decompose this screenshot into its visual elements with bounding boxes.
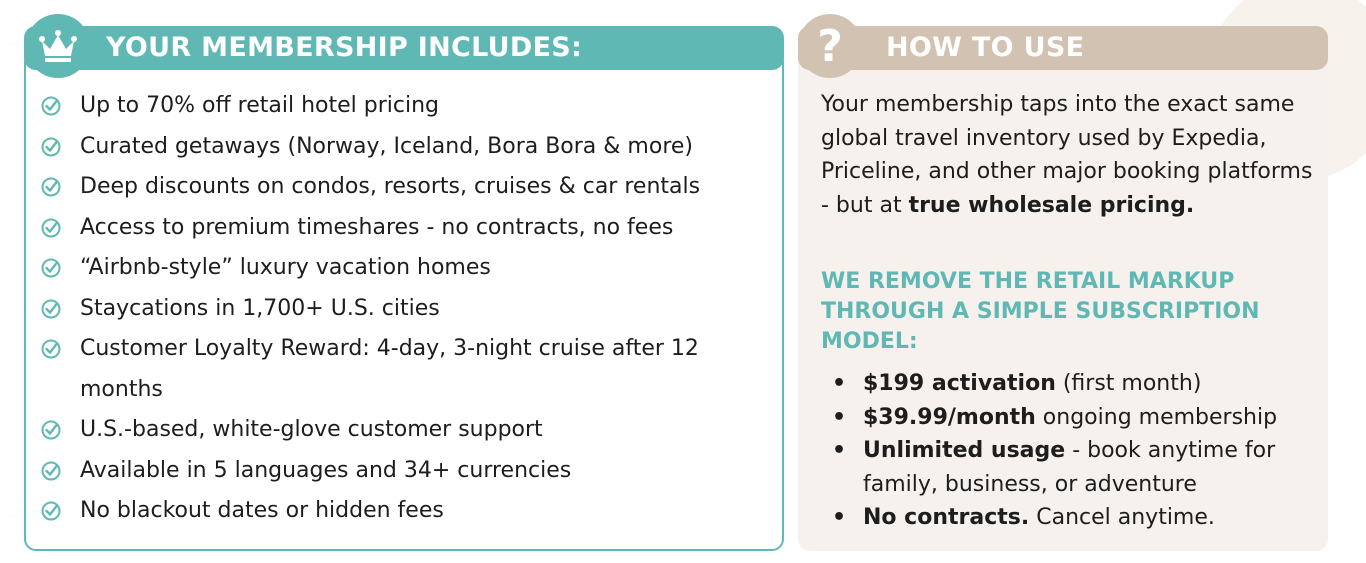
pricing-item-text: - book anytime for family, business, or adventure <box>863 438 1276 497</box>
benefits-list <box>40 86 776 532</box>
pricing-item-bold: $39.99/month <box>863 404 1036 430</box>
bullet-icon: • <box>832 505 847 530</box>
intro-text: Your membership taps into the exact same global travel inventory used by Expedia, Priceline, and other major booking platforms - but at <box>821 92 1313 218</box>
crown-badge <box>26 14 90 78</box>
how-to-use-title: HOW TO USE <box>886 32 1085 63</box>
benefit-item <box>40 248 776 289</box>
pricing-subhead: WE REMOVE THE RETAIL MARKUP THROUGH A SIMPLE SUBSCRIPTION MODEL: <box>821 269 1260 354</box>
check-circle-icon <box>40 491 80 532</box>
pricing-list <box>832 367 1322 535</box>
benefit-item <box>40 491 776 532</box>
benefit-item <box>40 167 776 208</box>
benefit-text: No blackout dates or hidden fees <box>80 498 444 523</box>
check-circle-icon <box>40 86 80 127</box>
check-circle-icon <box>40 289 80 330</box>
check-circle-icon <box>40 329 80 370</box>
benefit-text: U.S.-based, white-glove customer support <box>80 417 543 442</box>
how-to-use-intro <box>821 88 1321 222</box>
benefit-text: Available in 5 languages and 34+ currencies <box>80 457 572 483</box>
pricing-item-text: (first month) <box>1055 371 1202 396</box>
bullet-icon: • <box>832 371 847 396</box>
pricing-item <box>832 434 1322 501</box>
benefit-item <box>40 208 776 249</box>
pricing-item <box>832 401 1322 435</box>
benefit-text: Curated getaways (Norway, Iceland, Bora Bora & more) <box>80 133 694 159</box>
check-circle-icon <box>40 208 80 249</box>
pricing-item <box>832 367 1322 401</box>
pricing-item-text: Cancel anytime. <box>1029 505 1215 530</box>
pricing-item <box>832 501 1322 535</box>
benefit-text: “Airbnb-style” luxury vacation homes <box>80 255 491 280</box>
benefit-text: Deep discounts on condos, resorts, cruises & car rentals <box>80 174 701 199</box>
pricing-item-bold: No contracts. <box>863 505 1030 530</box>
check-circle-icon <box>40 451 80 492</box>
benefit-text: Customer Loyalty Reward: 4-day, 3-night cruise after 12 months <box>80 336 699 402</box>
benefit-item <box>40 451 776 492</box>
pricing-item-text: ongoing membership <box>1035 404 1278 430</box>
benefit-text: Staycations in 1,700+ U.S. cities <box>80 295 440 321</box>
benefit-text: Access to premium timeshares - no contracts, no fees <box>80 214 674 240</box>
benefit-text: Up to 70% off retail hotel pricing <box>80 93 439 118</box>
check-circle-icon <box>40 410 80 451</box>
bullet-icon: • <box>832 404 847 430</box>
intro-bold-text: true wholesale pricing. <box>908 192 1195 218</box>
membership-title: YOUR MEMBERSHIP INCLUDES: <box>106 32 583 63</box>
check-circle-icon <box>40 127 80 168</box>
pricing-item-bold: $199 activation <box>863 371 1056 396</box>
benefit-item <box>40 86 776 127</box>
crown-icon <box>38 29 78 63</box>
benefit-item <box>40 127 776 168</box>
benefit-item <box>40 410 776 451</box>
check-circle-icon <box>40 167 80 208</box>
pricing-item-bold: Unlimited usage <box>863 438 1066 463</box>
bullet-icon: • <box>832 438 847 463</box>
question-mark-icon: ? <box>798 14 862 78</box>
benefit-item <box>40 329 776 410</box>
check-circle-icon <box>40 248 80 289</box>
benefit-item <box>40 289 776 330</box>
